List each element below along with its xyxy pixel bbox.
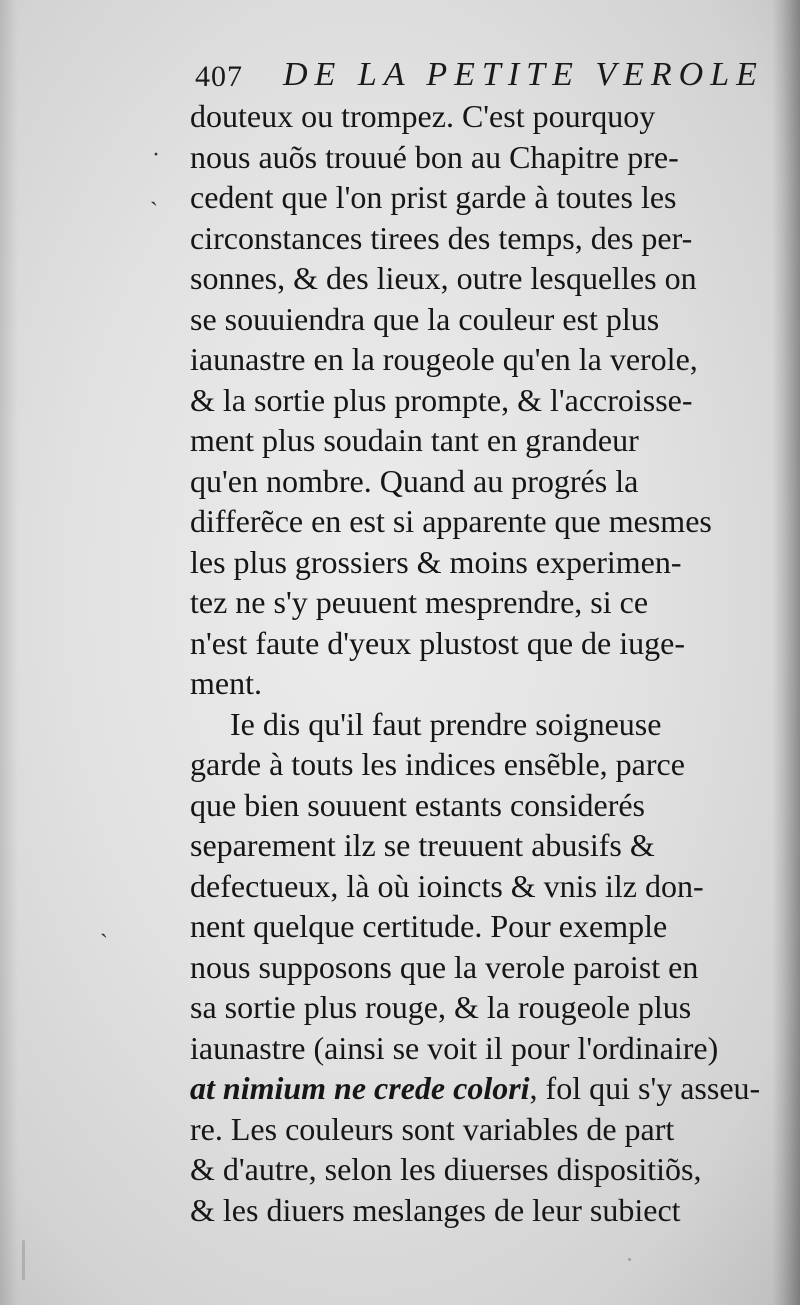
text-line: les plus grossiers & moins experimen- — [190, 543, 682, 580]
latin-continuation: , fol qui s'y asseu- — [529, 1070, 761, 1106]
text-line: n'est faute d'yeux plustost que de iuge- — [190, 624, 685, 661]
text-line: re. Les couleurs sont variables de part — [190, 1110, 675, 1147]
text-line: & d'autre, selon les diuerses dispositiõs, — [190, 1151, 702, 1187]
margin-dot: · — [152, 142, 160, 168]
text-line: que bien souuent estants considerés — [190, 786, 645, 823]
text-line: qu'en nombre. Quand au progrés la — [190, 462, 639, 499]
paragraph-start-line: Ie dis qu'il faut prendre soigneuse — [230, 705, 662, 742]
page-left-shadow — [0, 0, 18, 1305]
text-line: & les diuers meslanges de leur subiect — [190, 1191, 681, 1228]
text-line: separement ilz se treuuent abusifs & — [190, 827, 655, 863]
text-line: nous supposons que la verole paroist en — [190, 948, 699, 985]
text-line: nent quelque certitude. Pour exemple — [190, 908, 668, 944]
latin-line — [190, 1068, 765, 1109]
margin-mark: ˎ — [100, 912, 108, 938]
text-line: tez ne s'y peuuent mesprendre, si ce — [190, 584, 649, 620]
margin-mark: ˎ — [150, 180, 158, 206]
paper-speck — [22, 1240, 25, 1280]
text-line: cedent que l'on prist garde à toutes les — [190, 179, 677, 215]
page-gutter-shadow — [772, 0, 800, 1305]
text-line: sa sortie plus rouge, & la rougeole plus — [190, 989, 692, 1025]
page-header — [195, 54, 764, 102]
text-line: se souuiendra que la couleur est plus — [190, 300, 660, 337]
running-head: DE LA PETITE VEROLE — [283, 56, 764, 93]
text-line: defectueux, là où ioincts & vnis ilz don- — [190, 867, 704, 904]
text-line: differẽce en est si apparente que mesmes — [190, 503, 712, 539]
text-line: iaunastre (ainsi se voit il pour l'ordinaire) — [190, 1029, 719, 1066]
text-line: iaunastre en la rougeole qu'en la verole, — [190, 341, 698, 377]
latin-phrase: at nimium ne crede colori — [190, 1070, 530, 1106]
text-line: garde à touts les indices ensẽble, parce — [190, 746, 685, 782]
text-line: circonstances tirees des temps, des per- — [190, 219, 693, 256]
text-line: ment. — [190, 665, 262, 701]
body-text — [190, 96, 765, 1230]
page-number: 407 — [195, 60, 243, 93]
text-line: ment plus soudain tant en grandeur — [190, 422, 639, 458]
text-line: sonnes, & des lieux, outre lesquelles on — [190, 260, 697, 296]
text-line: nous auõs trouué bon au Chapitre pre- — [190, 138, 679, 175]
text-line: & la sortie plus prompte, & l'accroisse- — [190, 381, 693, 418]
paper-speck — [628, 1258, 631, 1261]
text-line: douteux ou trompez. C'est pourquoy — [190, 98, 656, 134]
